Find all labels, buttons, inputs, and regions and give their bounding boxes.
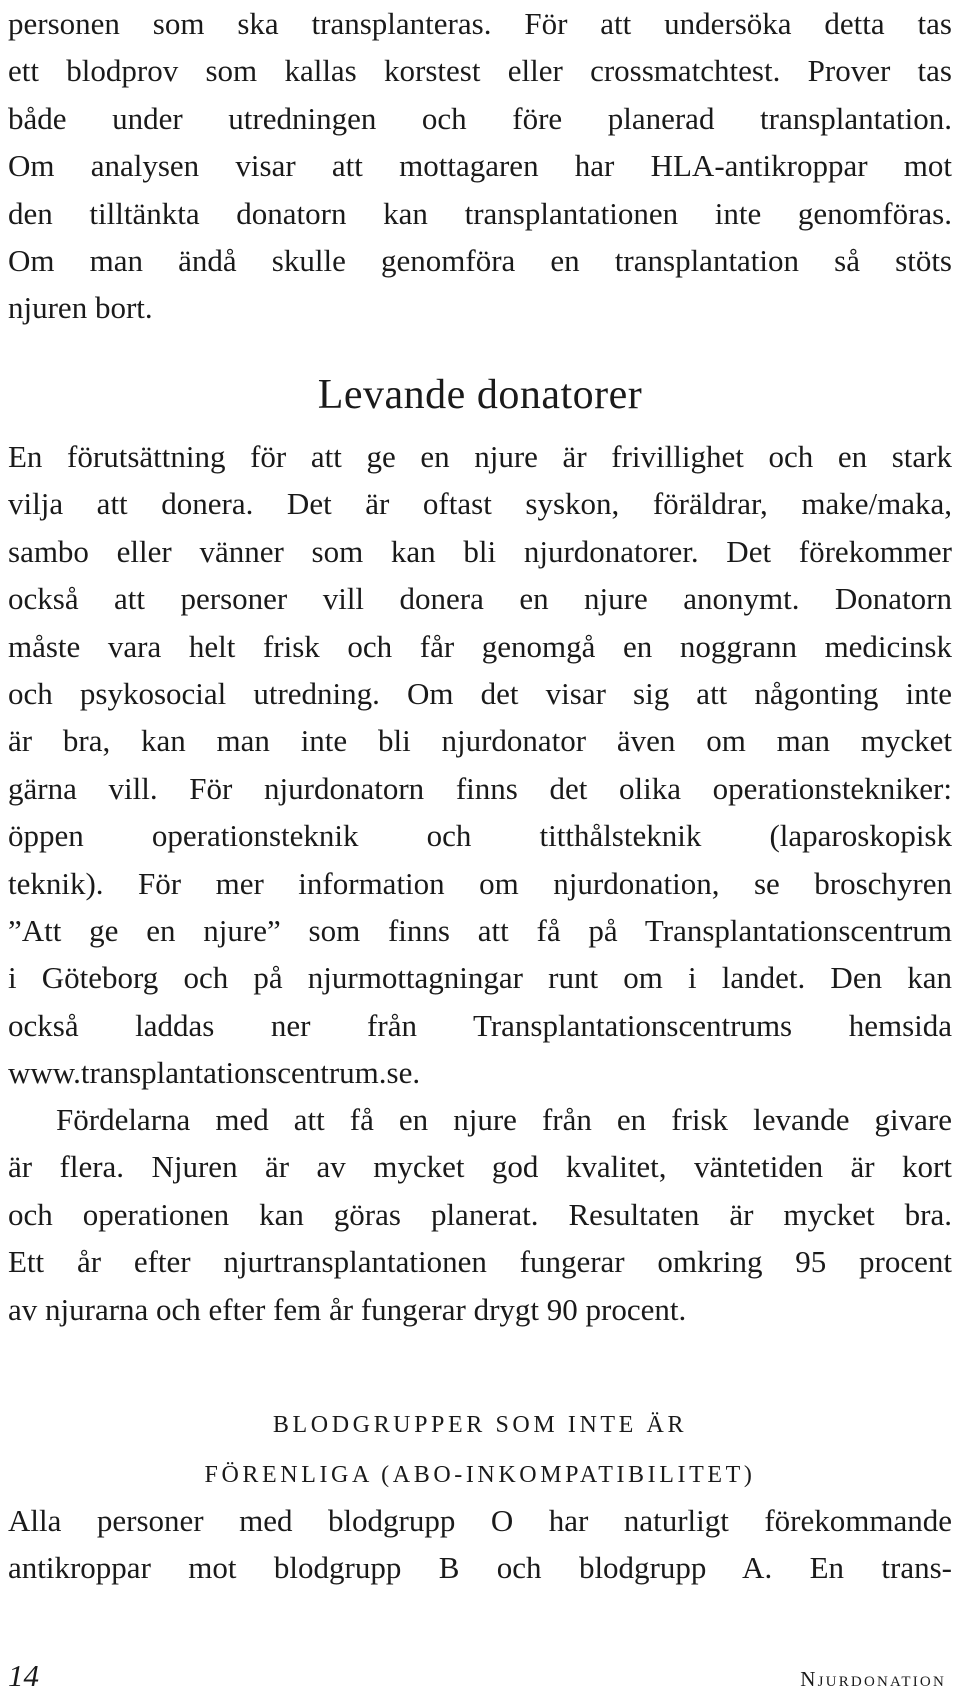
text-line: och operationen kan göras planerat. Resultaten är mycket bra. bbox=[8, 1196, 952, 1232]
text-line: och psykosocial utredning. Om det visar sig att någonting inte bbox=[8, 676, 952, 712]
text-line: både under utredningen och före planerad transplantation. bbox=[8, 100, 952, 136]
text-line: antikroppar mot blodgrupp B och blodgrupp A. En trans- bbox=[8, 1550, 952, 1586]
heading-line: FÖRENLIGA (ABO-INKOMPATIBILITET) bbox=[204, 1462, 756, 1488]
text-line: En förutsättning för att ge en njure är frivillighet och en stark bbox=[8, 439, 952, 474]
text-line: öppen operationsteknik och titthålsteknik (laparoskopisk bbox=[8, 818, 952, 854]
text-line: gärna vill. För njurdonatorn finns det olika operationstekniker: bbox=[8, 770, 952, 806]
text-line: är bra, kan man inte bli njurdonator även om man mycket bbox=[8, 723, 952, 759]
running-title: Njurdonation bbox=[800, 1667, 946, 1691]
text-line: njuren bort. bbox=[8, 290, 153, 326]
text-line: Om man ändå skulle genomföra en transplantation så stöts bbox=[8, 243, 952, 279]
link-transplantationscentrum[interactable]: www.transplantationscentrum.se. bbox=[8, 1055, 421, 1091]
text-line: också att personer vill donera en njure anonymt. Donatorn bbox=[8, 581, 952, 617]
paragraph-levande-donatorer bbox=[8, 433, 952, 1097]
text-line: Fördelarna med att få en njure från en frisk levande givare bbox=[56, 1102, 952, 1137]
paragraph-blodgrupper bbox=[8, 1497, 952, 1592]
document-page bbox=[8, 0, 952, 1703]
text-line: teknik). För mer information om njurdonation, se broschyren bbox=[8, 865, 952, 901]
text-line: i Göteborg och på njurmottagningar runt om i landet. Den kan bbox=[8, 960, 952, 996]
text-line: är flera. Njuren är av mycket god kvalitet, väntetiden är kort bbox=[8, 1149, 952, 1185]
text-line: ”Att ge en njure” som finns att få på Transplantationscentrum bbox=[8, 913, 952, 949]
text-line: måste vara helt frisk och får genomgå en noggrann medicinsk bbox=[8, 628, 952, 664]
paragraph-crossmatch bbox=[8, 0, 952, 332]
section-heading-blodgrupper bbox=[8, 1400, 952, 1500]
text-line: personen som ska transplanteras. För att undersöka detta tas bbox=[8, 6, 952, 41]
heading-line: BLODGRUPPER SOM INTE ÄR bbox=[272, 1412, 688, 1438]
text-line: ett blodprov som kallas korstest eller crossmatchtest. Prover tas bbox=[8, 53, 952, 89]
text-line: Om analysen visar att mottagaren har HLA-antikroppar mot bbox=[8, 148, 952, 184]
text-line: också laddas ner från Transplantationscentrums hemsida bbox=[8, 1007, 952, 1043]
section-heading-levande-donatorer: Levande donatorer bbox=[317, 372, 643, 418]
text-line: av njurarna och efter fem år fungerar drygt 90 procent. bbox=[8, 1291, 687, 1327]
page-number: 14 bbox=[8, 1658, 39, 1693]
text-line: Ett år efter njurtransplantationen fungerar omkring 95 procent bbox=[8, 1244, 952, 1280]
text-line: den tilltänkta donatorn kan transplantationen inte genomföras. bbox=[8, 195, 952, 231]
text-line: Alla personer med blodgrupp O har naturligt förekommande bbox=[8, 1503, 952, 1538]
text-line: vilja att donera. Det är oftast syskon, föräldrar, make/maka, bbox=[8, 486, 952, 522]
paragraph-fordelar bbox=[8, 1096, 952, 1333]
text-line: sambo eller vänner som kan bli njurdonatorer. Det förekommer bbox=[8, 533, 952, 569]
